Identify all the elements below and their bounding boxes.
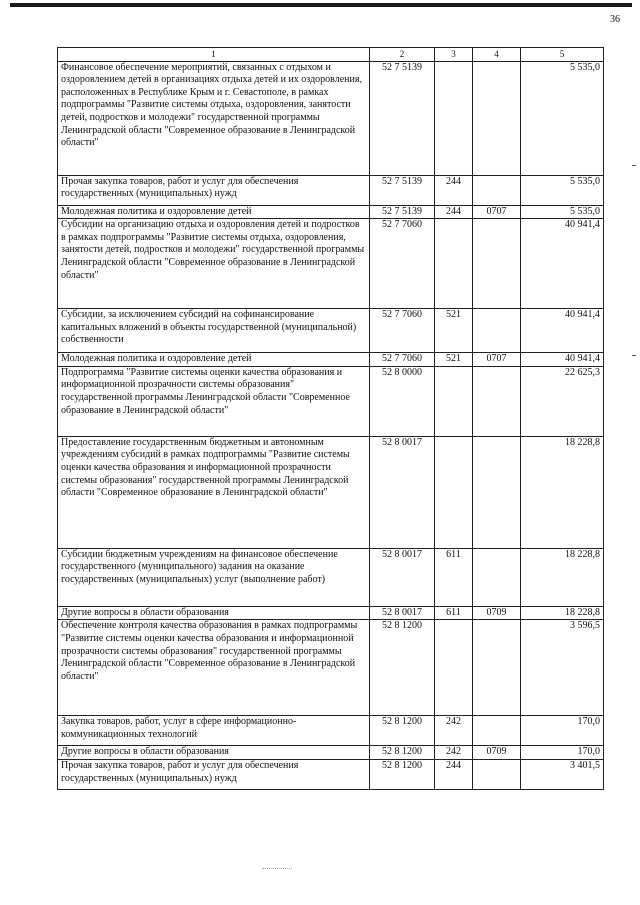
row-code: 52 7 5139 <box>370 205 435 219</box>
scan-margin-mark <box>632 165 636 166</box>
row-expense-type: 242 <box>435 716 473 746</box>
table-row <box>58 175 604 205</box>
row-code: 52 8 1200 <box>370 620 435 716</box>
row-section: 0709 <box>473 606 521 620</box>
table-row <box>58 309 604 353</box>
budget-table <box>57 47 604 790</box>
row-expense-type: 611 <box>435 606 473 620</box>
column-header: 4 <box>473 48 521 62</box>
row-section: 0709 <box>473 746 521 760</box>
row-name: Молодежная политика и оздоровление детей <box>58 205 370 219</box>
row-name: Другие вопросы в области образования <box>58 606 370 620</box>
row-amount: 5 535,0 <box>521 61 604 175</box>
row-code: 52 8 1200 <box>370 759 435 789</box>
row-expense-type: 521 <box>435 353 473 367</box>
row-expense-type: 611 <box>435 548 473 606</box>
row-amount: 40 941,4 <box>521 219 604 309</box>
row-expense-type <box>435 436 473 548</box>
row-section <box>473 366 521 436</box>
row-expense-type: 244 <box>435 205 473 219</box>
row-code: 52 7 7060 <box>370 309 435 353</box>
row-code: 52 7 5139 <box>370 175 435 205</box>
row-expense-type <box>435 219 473 309</box>
row-name: Закупка товаров, работ, услуг в сфере информационно-коммуникационных технологий <box>58 716 370 746</box>
row-amount: 3 401,5 <box>521 759 604 789</box>
page-number: 36 <box>610 14 620 25</box>
row-code: 52 8 1200 <box>370 716 435 746</box>
table-row <box>58 219 604 309</box>
table-row <box>58 353 604 367</box>
table-row <box>58 548 604 606</box>
column-header: 1 <box>58 48 370 62</box>
row-expense-type: 521 <box>435 309 473 353</box>
row-section <box>473 175 521 205</box>
row-name: Субсидии, за исключением субсидий на софинансирование капитальных вложений в объекты государственной (муниципальной) собственности <box>58 309 370 353</box>
row-amount: 5 535,0 <box>521 175 604 205</box>
column-header: 2 <box>370 48 435 62</box>
row-amount: 3 596,5 <box>521 620 604 716</box>
row-section <box>473 759 521 789</box>
row-expense-type: 244 <box>435 175 473 205</box>
row-amount: 18 228,8 <box>521 606 604 620</box>
row-amount: 18 228,8 <box>521 548 604 606</box>
row-code: 52 8 0017 <box>370 606 435 620</box>
row-amount: 40 941,4 <box>521 353 604 367</box>
row-code: 52 7 7060 <box>370 353 435 367</box>
row-code: 52 7 5139 <box>370 61 435 175</box>
column-number-row <box>58 48 604 62</box>
row-expense-type <box>435 61 473 175</box>
row-section: 0707 <box>473 205 521 219</box>
scan-noise <box>262 868 292 871</box>
row-expense-type <box>435 366 473 436</box>
row-code: 52 8 0000 <box>370 366 435 436</box>
scan-margin-mark <box>632 355 636 356</box>
table-row <box>58 436 604 548</box>
row-code: 52 8 1200 <box>370 746 435 760</box>
column-header: 5 <box>521 48 604 62</box>
row-amount: 22 625,3 <box>521 366 604 436</box>
row-section <box>473 61 521 175</box>
row-section <box>473 436 521 548</box>
row-expense-type: 242 <box>435 746 473 760</box>
row-code: 52 8 0017 <box>370 548 435 606</box>
row-amount: 18 228,8 <box>521 436 604 548</box>
row-name: Другие вопросы в области образования <box>58 746 370 760</box>
row-section: 0707 <box>473 353 521 367</box>
row-section <box>473 620 521 716</box>
row-expense-type: 244 <box>435 759 473 789</box>
row-name: Субсидии на организацию отдыха и оздоровления детей и подростков в рамках подпрограммы "Развитие системы отдыха, оздоровления, занятости детей, подростков и молодежи" государственной программы Ленинградской области "Современное образование в Ленинградской области" <box>58 219 370 309</box>
row-name: Молодежная политика и оздоровление детей <box>58 353 370 367</box>
row-code: 52 7 7060 <box>370 219 435 309</box>
table-row <box>58 620 604 716</box>
table-row <box>58 606 604 620</box>
table-row <box>58 759 604 789</box>
row-amount: 5 535,0 <box>521 205 604 219</box>
row-name: Обеспечение контроля качества образования в рамках подпрограммы "Развитие системы оценки качества образования и информационной прозрачности системы образования" государственной программы Ленинградской области "Современное образование в Ленинградской области" <box>58 620 370 716</box>
row-section <box>473 548 521 606</box>
row-name: Субсидии бюджетным учреждениям на финансовое обеспечение государственного (муниципального) задания на оказание государственных (муниципальных) услуг (выполнение работ) <box>58 548 370 606</box>
row-expense-type <box>435 620 473 716</box>
row-amount: 170,0 <box>521 746 604 760</box>
row-name: Прочая закупка товаров, работ и услуг для обеспечения государственных (муниципальных) нужд <box>58 175 370 205</box>
row-name: Предоставление государственным бюджетным и автономным учреждениям субсидий в рамках подпрограммы "Развитие системы оценки качества образования и информационной прозрачности системы образования" государственной программы Ленинградской области "Современное образование в Ленинградской области" <box>58 436 370 548</box>
row-section <box>473 309 521 353</box>
row-name: Финансовое обеспечение мероприятий, связанных с отдыхом и оздоровлением детей в организациях отдыха детей и их оздоровления, расположенных в Республике Крым и г. Севастополе, в рамках подпрограммы "Развитие системы отдыха, оздоровления, занятости детей, подростков и молодежи" государственной программы Ленинградской области "Современное образование в Ленинградской области" <box>58 61 370 175</box>
top-scan-border <box>10 3 632 7</box>
row-code: 52 8 0017 <box>370 436 435 548</box>
row-name: Прочая закупка товаров, работ и услуг для обеспечения государственных (муниципальных) нужд <box>58 759 370 789</box>
row-amount: 40 941,4 <box>521 309 604 353</box>
table-row <box>58 746 604 760</box>
row-section <box>473 716 521 746</box>
row-section <box>473 219 521 309</box>
table-row <box>58 61 604 175</box>
row-amount: 170,0 <box>521 716 604 746</box>
table-row <box>58 366 604 436</box>
row-name: Подпрограмма "Развитие системы оценки качества образования и информационной прозрачности системы образования" государственной программы Ленинградской области "Современное образование в Ленинградской области" <box>58 366 370 436</box>
table-row <box>58 716 604 746</box>
column-header: 3 <box>435 48 473 62</box>
table-row <box>58 205 604 219</box>
